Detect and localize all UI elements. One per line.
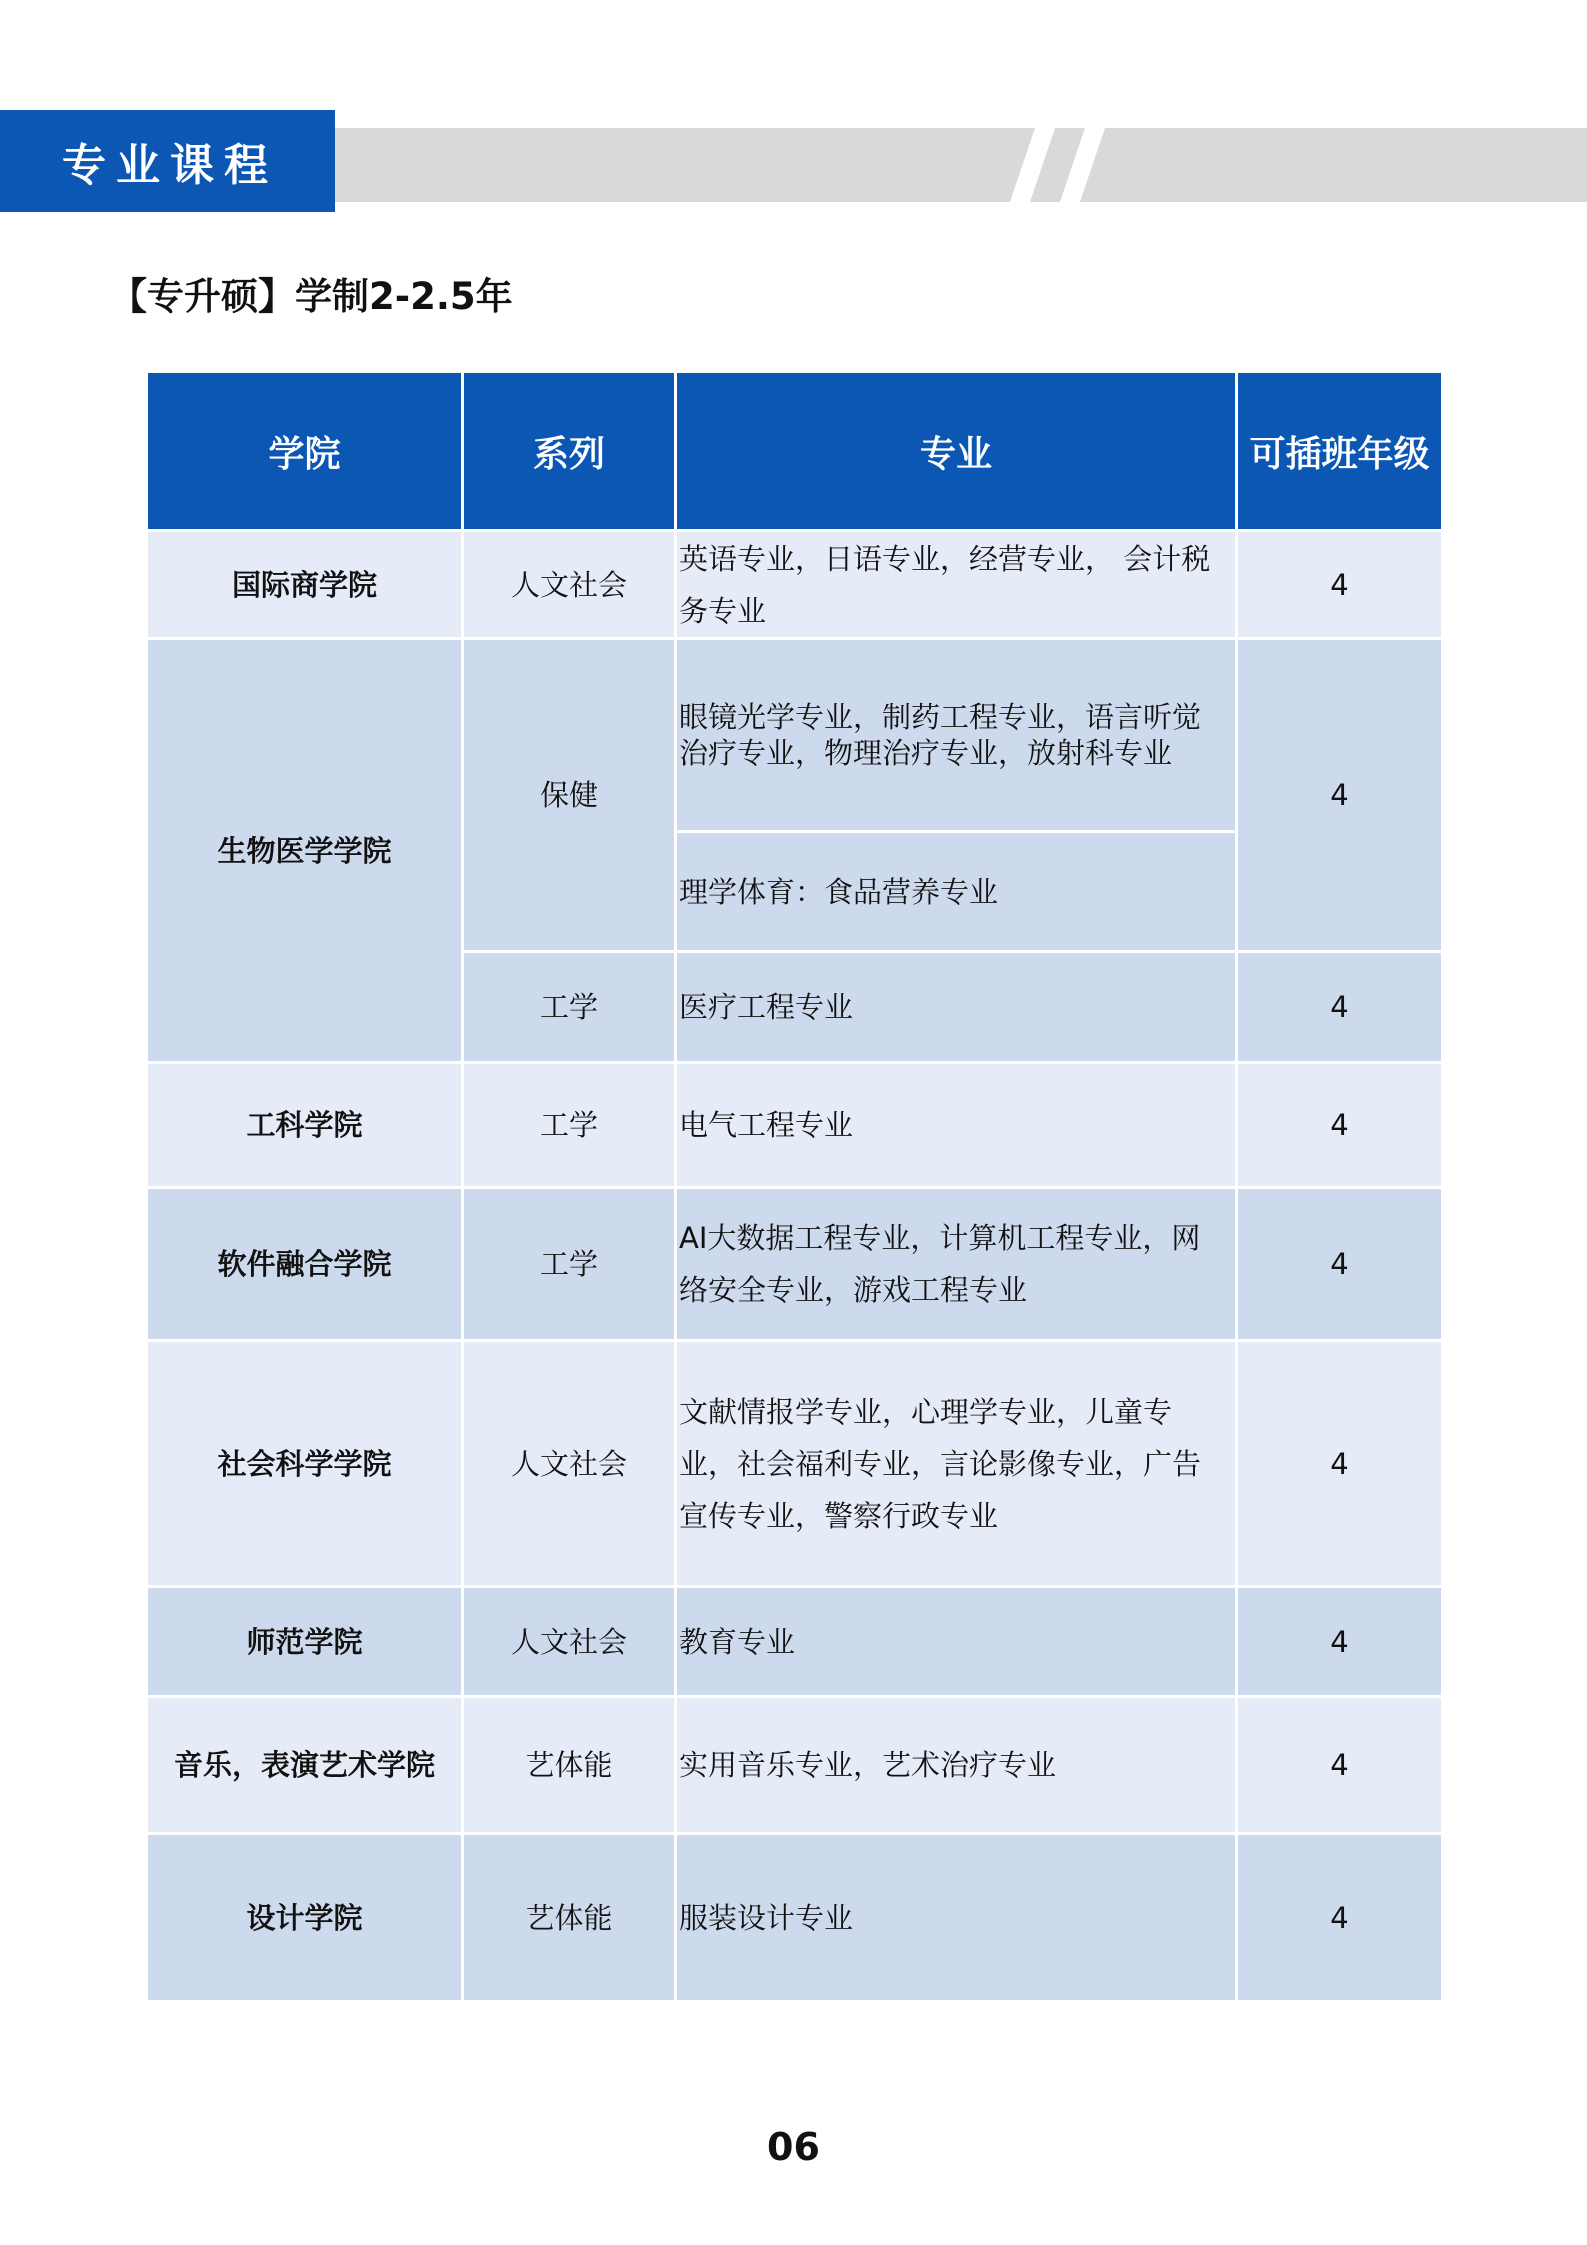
college-cell: 社会科学学院 xyxy=(147,1341,463,1587)
college-cell: 生物医学学院 xyxy=(147,639,463,1063)
major-cell: 教育专业 xyxy=(676,1587,1237,1697)
college-cell: 音乐，表演艺术学院 xyxy=(147,1697,463,1834)
table-header-row xyxy=(147,372,1443,531)
header-banner-bar xyxy=(335,128,1587,202)
series-cell: 人文社会 xyxy=(463,531,676,639)
table-row xyxy=(147,1834,1443,2002)
page-number: 06 xyxy=(767,2125,820,2169)
major-cell: 实用音乐专业，艺术治疗专业 xyxy=(676,1697,1237,1834)
series-cell: 工学 xyxy=(463,1063,676,1188)
college-cell: 软件融合学院 xyxy=(147,1188,463,1341)
program-subtitle: 【专升硕】学制2-2.5年 xyxy=(110,275,513,318)
grade-cell: 4 xyxy=(1237,952,1443,1063)
grade-cell: 4 xyxy=(1237,639,1443,952)
series-cell: 保健 xyxy=(463,639,676,952)
header-series: 系列 xyxy=(463,372,676,531)
grade-cell: 4 xyxy=(1237,1697,1443,1834)
curriculum-table xyxy=(145,370,1444,2003)
major-cell: 文献情报学专业，心理学专业，儿童专业，社会福利专业，言论影像专业，广告宣传专业，警察行政专业 xyxy=(676,1341,1237,1587)
grade-cell: 4 xyxy=(1237,1063,1443,1188)
college-cell: 师范学院 xyxy=(147,1587,463,1697)
series-cell: 人文社会 xyxy=(463,1341,676,1587)
series-cell: 工学 xyxy=(463,952,676,1063)
college-cell: 设计学院 xyxy=(147,1834,463,2002)
series-cell: 艺体能 xyxy=(463,1834,676,2002)
header-college: 学院 xyxy=(147,372,463,531)
table-row xyxy=(147,1063,1443,1188)
major-cell: AI大数据工程专业，计算机工程专业，网络安全专业，游戏工程专业 xyxy=(676,1188,1237,1341)
table-row xyxy=(147,1697,1443,1834)
table-row xyxy=(147,531,1443,639)
major-cell: 电气工程专业 xyxy=(676,1063,1237,1188)
table-row xyxy=(147,639,1443,832)
college-cell: 国际商学院 xyxy=(147,531,463,639)
major-cell: 英语专业，日语专业，经营专业， 会计税务专业 xyxy=(676,531,1237,639)
grade-cell: 4 xyxy=(1237,1587,1443,1697)
series-cell: 工学 xyxy=(463,1188,676,1341)
grade-cell: 4 xyxy=(1237,1341,1443,1587)
table-row xyxy=(147,1587,1443,1697)
major-cell: 理学体育：食品营养专业 xyxy=(676,832,1237,952)
major-cell: 医疗工程专业 xyxy=(676,952,1237,1063)
college-cell: 工科学院 xyxy=(147,1063,463,1188)
major-cell: 服装设计专业 xyxy=(676,1834,1237,2002)
major-cell: 眼镜光学专业，制药工程专业，语言听觉治疗专业，物理治疗专业，放射科专业 xyxy=(676,639,1237,832)
series-cell: 艺体能 xyxy=(463,1697,676,1834)
series-cell: 人文社会 xyxy=(463,1587,676,1697)
table-row xyxy=(147,1188,1443,1341)
header-major: 专业 xyxy=(676,372,1237,531)
grade-cell: 4 xyxy=(1237,1834,1443,2002)
section-title: 专业课程 xyxy=(0,110,335,212)
grade-cell: 4 xyxy=(1237,1188,1443,1341)
header-grade: 可插班年级 xyxy=(1237,372,1443,531)
table-row xyxy=(147,1341,1443,1587)
grade-cell: 4 xyxy=(1237,531,1443,639)
